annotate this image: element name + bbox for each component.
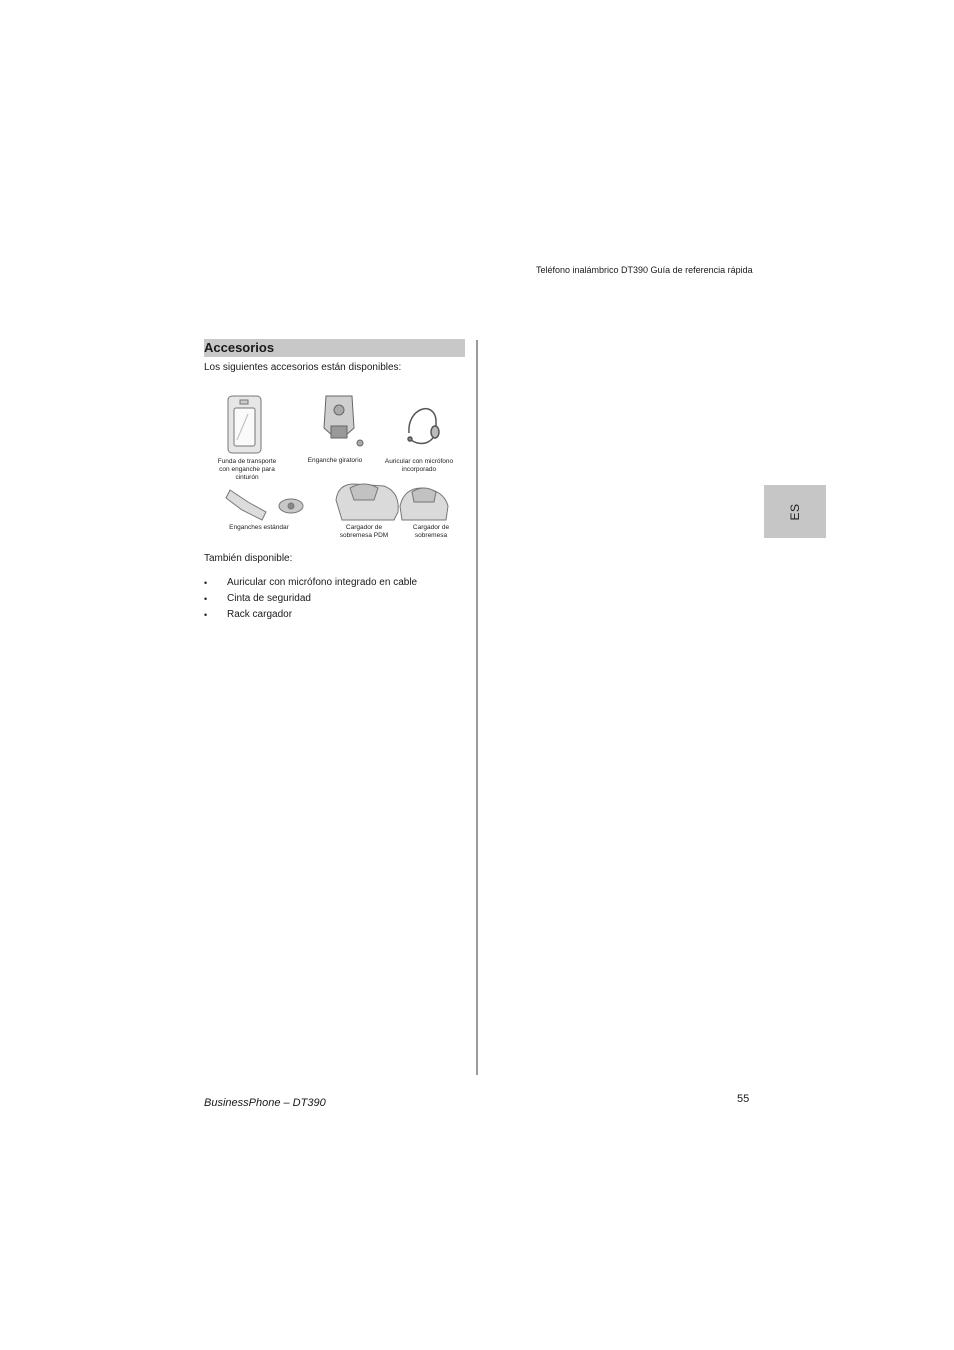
footer-title: BusinessPhone – DT390 xyxy=(204,1097,326,1109)
caption-case: Funda de transporte con enganche para cinturón xyxy=(217,458,277,481)
list-item-text: Rack cargador xyxy=(227,609,293,620)
carrying-case-image xyxy=(228,396,261,453)
list-item-text: Cinta de seguridad xyxy=(227,593,311,604)
running-header: Teléfono inalámbrico DT390 Guía de referencia rápida xyxy=(536,265,753,275)
section-title: Accesorios xyxy=(204,340,275,355)
language-tab-label: ES xyxy=(788,502,802,521)
column-divider xyxy=(476,340,478,1075)
desk-charger-image xyxy=(400,488,448,520)
caption-standard-clips: Enganches estándar xyxy=(229,524,289,531)
bullet-marker: • xyxy=(204,578,208,588)
bullet-marker: • xyxy=(204,610,208,620)
language-tab xyxy=(764,485,826,538)
list-item-text: Auricular con micrófono integrado en cable xyxy=(227,577,418,588)
also-available-label: También disponible: xyxy=(204,553,293,564)
caption-headset: Auricular con micrófono incorporado xyxy=(384,458,454,473)
caption-desk-charger: Cargador de sobremesa xyxy=(412,524,450,539)
accessories-figure xyxy=(204,388,466,546)
intro-text: Los siguientes accesorios están disponibles: xyxy=(204,362,402,373)
caption-swivel-clip: Enganche giratorio xyxy=(307,457,363,464)
swivel-clip-image xyxy=(324,396,363,446)
headset-image xyxy=(408,409,439,444)
bullet-marker: • xyxy=(204,594,208,604)
page-number: 55 xyxy=(737,1093,750,1105)
caption-pdm-charger: Cargador de sobremesa PDM xyxy=(339,524,389,539)
standard-clips-image xyxy=(226,490,303,520)
pdm-charger-image xyxy=(336,484,398,520)
